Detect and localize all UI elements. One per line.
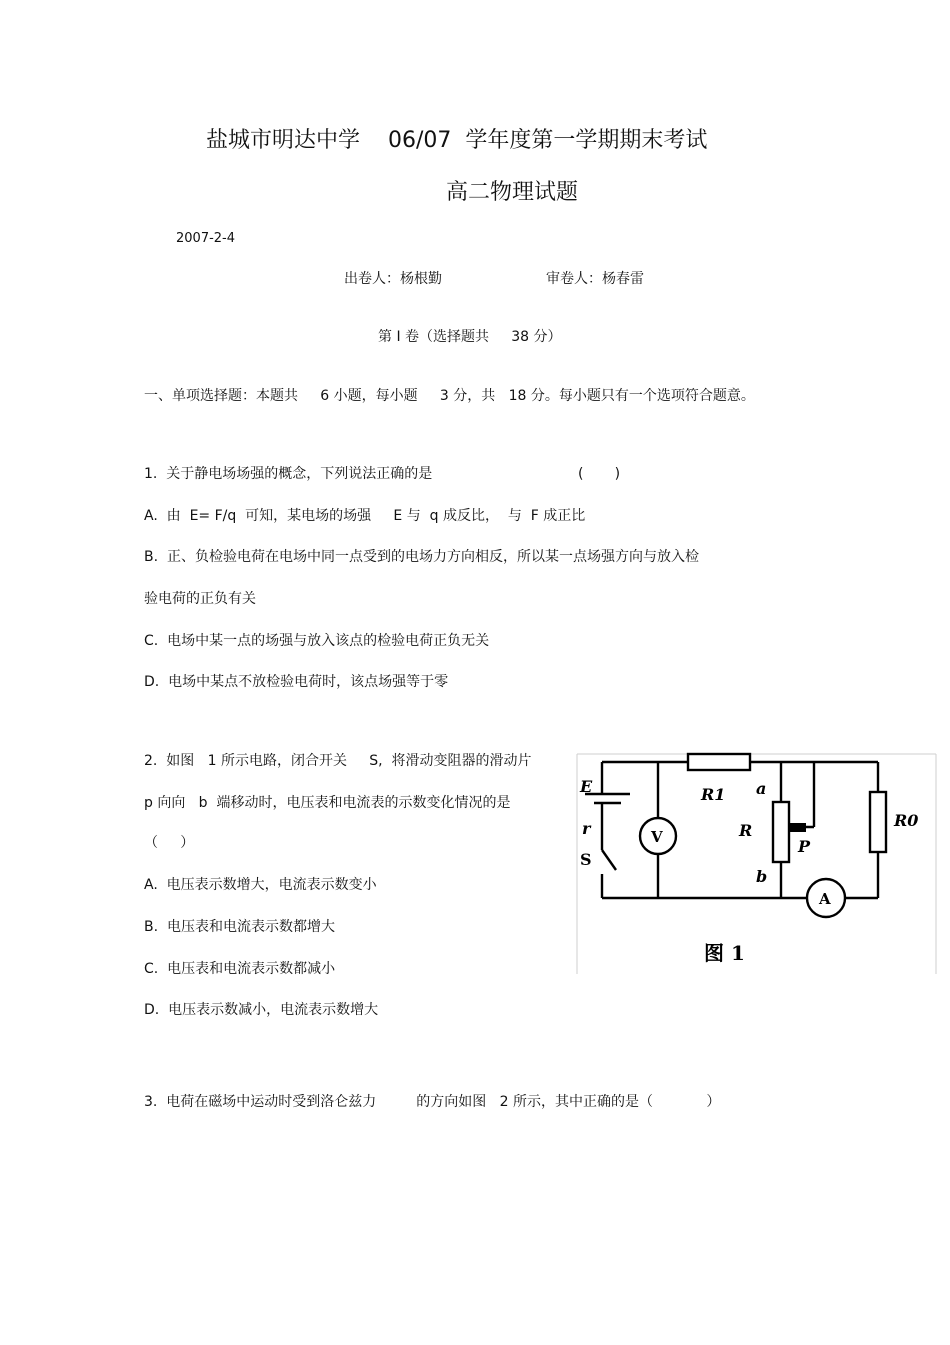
label-r-rheostat: R — [739, 821, 753, 840]
label-s: S — [580, 850, 592, 869]
exam-title: 盐城市明达中学 06/07 学年度第一学期期末考试 — [206, 128, 708, 153]
label-p: P — [798, 837, 811, 856]
slider-contact — [790, 823, 806, 832]
label-a: a — [756, 779, 767, 798]
figure-1-caption: 图 1 — [704, 941, 745, 965]
question-2-stem-line1: 2. 如图 1 所示电路，闭合开关 S, 将滑动变阻器的滑动片 — [144, 753, 532, 769]
question-1-option-a: A. 由 E= F/q 可知，某电场的场强 E 与 q 成反比， 与 F 成正比 — [144, 508, 586, 524]
question-2-option-d: D. 电压表示数减小，电流表示数增大 — [144, 1002, 379, 1018]
question-2-stem-line2: p 向向 b 端移动时，电压表和电流表的示数变化情况的是 — [144, 795, 511, 811]
rheostat-r — [773, 802, 789, 862]
label-r1: R1 — [701, 785, 726, 804]
exam-date: 2007-2-4 — [176, 231, 236, 246]
reviewer-credit: 审卷人：杨春雷 — [546, 271, 644, 287]
label-r-internal: r — [582, 819, 591, 838]
label-r0: R0 — [894, 811, 919, 830]
question-2-option-a: A. 电压表示数增大，电流表示数变小 — [144, 877, 377, 893]
question-2-option-b: B. 电压表和电流表示数都增大 — [144, 919, 335, 935]
question-3-stem: 3. 电荷在磁场中运动时受到洛仑兹力 的方向如图 2 所示，其中正确的是（ ） — [144, 1094, 721, 1110]
question-2-answer-bracket: （ ） — [144, 835, 195, 851]
setter-credit: 出卷人：杨根勤 — [344, 271, 442, 287]
exam-subtitle: 高二物理试题 — [446, 180, 579, 205]
switch-blade — [602, 850, 616, 870]
question-1-answer-bracket: ( ) — [578, 466, 621, 482]
question-1-stem: 1. 关于静电场场强的概念，下列说法正确的是 — [144, 466, 433, 482]
section-heading: 一、单项选择题：本题共 6 小题，每小题 3 分，共 18 分。每小题只有一个选项符合题意。 — [144, 388, 755, 404]
label-b: b — [756, 867, 768, 886]
label-v: V — [651, 828, 663, 846]
resistor-r1 — [688, 754, 750, 770]
label-e: E — [580, 777, 593, 796]
question-1-option-b-cont: 验电荷的正负有关 — [144, 591, 256, 607]
question-2-option-c: C. 电压表和电流表示数都减小 — [144, 961, 336, 977]
circuit-diagram-figure-1 — [576, 752, 938, 974]
resistor-r0 — [870, 792, 886, 852]
volume-heading: 第 I 卷（选择题共 38 分） — [378, 329, 562, 345]
question-1-option-d: D. 电场中某点不放检验电荷时，该点场强等于零 — [144, 674, 449, 690]
question-1-option-b: B. 正、负检验电荷在电场中同一点受到的电场力方向相反，所以某一点场强方向与放入检 — [144, 549, 699, 565]
question-1-option-c: C. 电场中某一点的场强与放入该点的检验电荷正负无关 — [144, 633, 490, 649]
label-a-meter: A — [819, 890, 831, 908]
